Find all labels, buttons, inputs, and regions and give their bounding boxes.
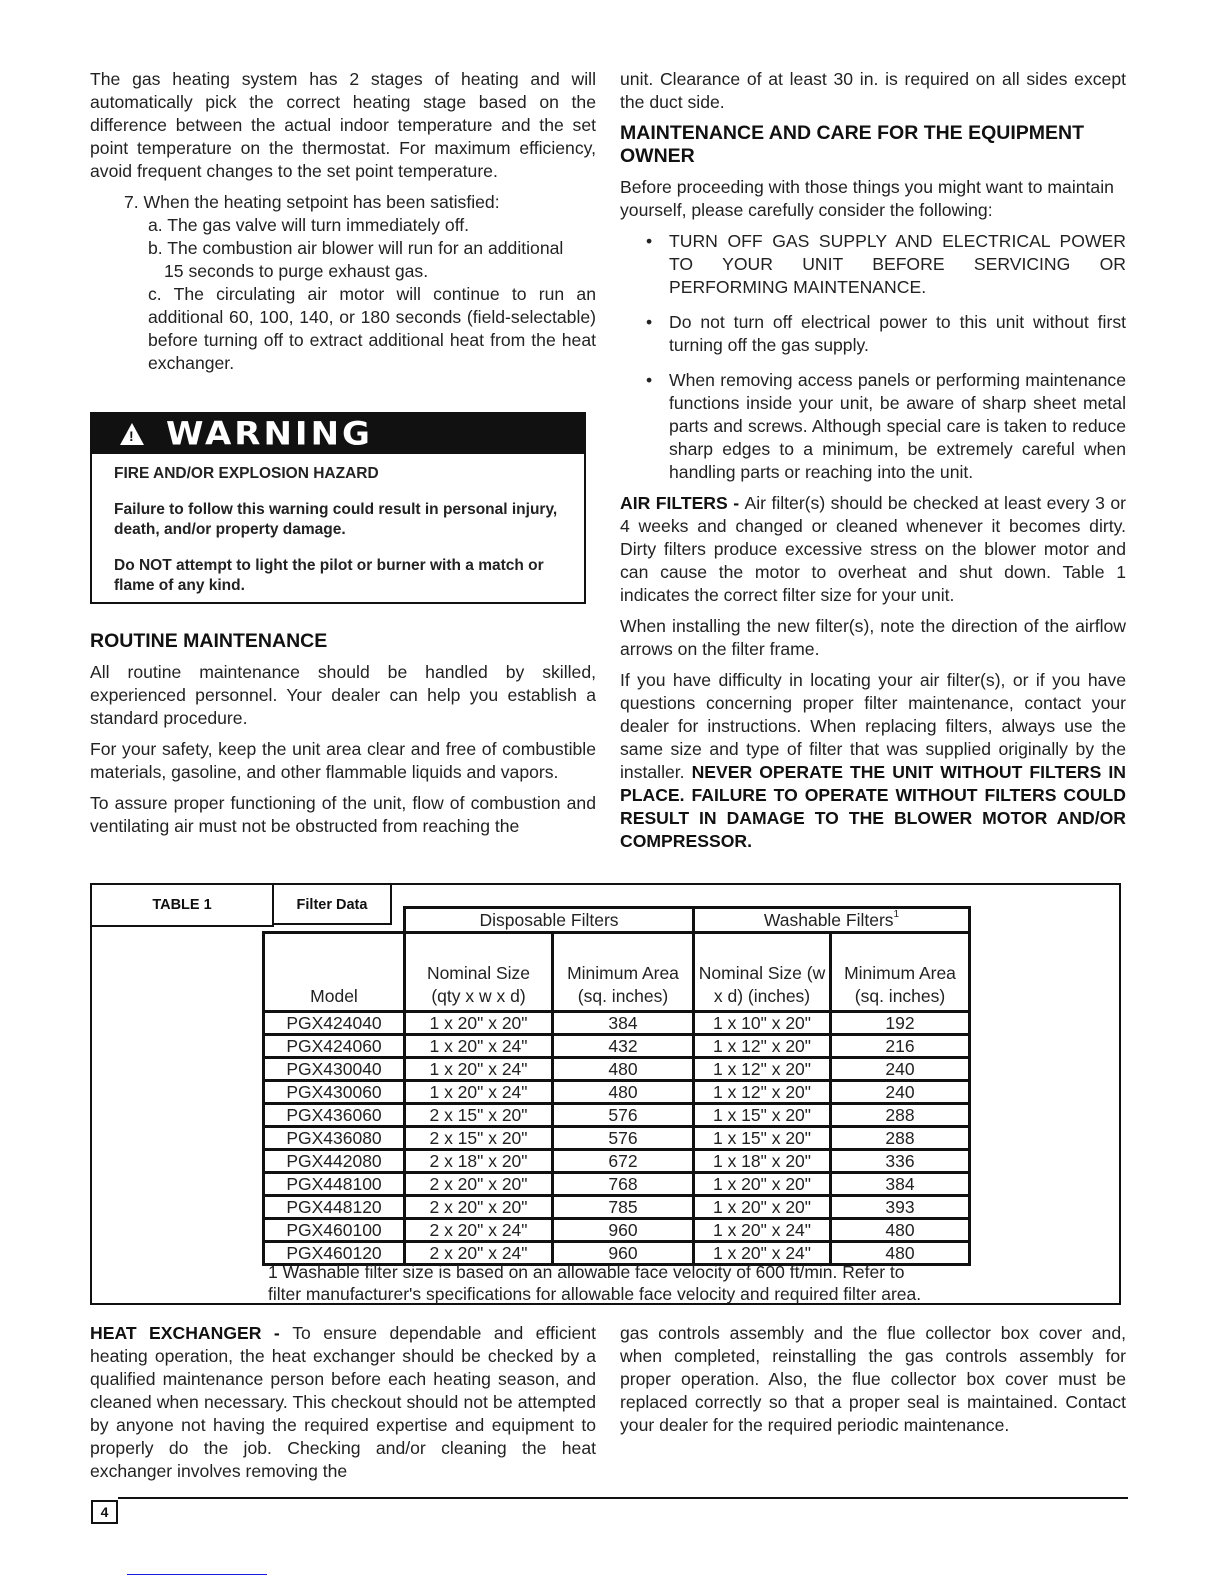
group-disposable-filters: Disposable Filters	[405, 908, 694, 933]
cell-disposable-size: 1 x 20" x 20"	[405, 1012, 553, 1035]
bullet-electrical-power: • Do not turn off electrical power to this unit without first turning off the gas supply.	[620, 311, 1126, 357]
heat-exchanger-continued: gas controls assembly and the flue collector box cover and, when completed, reinstalling the gas controls assembly for proper operation. Also, the flue collector box cover must be replaced correctly so that a proper seal is maintained. Contact your dealer for the required periodic maintenance.	[620, 1323, 1126, 1435]
table-row	[264, 1173, 970, 1196]
page-number: 4	[91, 1500, 118, 1524]
cell-disposable-size: 1 x 20" x 24"	[405, 1058, 553, 1081]
table-row	[264, 1058, 970, 1081]
cell-washable-area: 192	[831, 1012, 970, 1035]
right-column-top	[620, 68, 1126, 861]
cell-washable-area: 393	[831, 1196, 970, 1219]
cell-washable-area: 240	[831, 1058, 970, 1081]
cell-washable-area: 240	[831, 1081, 970, 1104]
cell-disposable-area: 384	[553, 1012, 694, 1035]
table-footnote: 1 Washable filter size is based on an allowable face velocity of 600 ft/min. Refer to filter manufacturer's specifications for allowable face velocity and required filter area.	[268, 1262, 922, 1304]
cell-disposable-area: 480	[553, 1058, 694, 1081]
right-column-bottom	[620, 1322, 1126, 1445]
cell-disposable-area: 576	[553, 1127, 694, 1150]
cell-disposable-area: 785	[553, 1196, 694, 1219]
header-disposable-area: Minimum Area (sq. inches)	[553, 933, 694, 1012]
routine-paragraph-3: To assure proper functioning of the unit, flow of combustion and ventilating air must not be obstructed from reaching the	[90, 793, 596, 836]
cell-disposable-area: 480	[553, 1081, 694, 1104]
warning-consequence: Failure to follow this warning could result in personal injury, death, and/or property damage.	[114, 501, 558, 538]
cell-washable-area: 384	[831, 1173, 970, 1196]
table-row	[264, 1196, 970, 1219]
never-operate-warning: NEVER OPERATE THE UNIT WITHOUT FILTERS IN PLACE. FAILURE TO OPERATE WITHOUT FILTERS COULD RESULT IN DAMAGE TO THE BLOWER MOTOR AND/OR COMPRESSOR.	[620, 762, 1126, 851]
cell-disposable-area: 960	[553, 1219, 694, 1242]
cell-washable-size: 1 x 20" x 24"	[694, 1242, 831, 1265]
warning-title: WARNING	[166, 415, 373, 453]
table-row	[264, 1150, 970, 1173]
cell-model: PGX436080	[264, 1127, 405, 1150]
safety-bullets	[620, 230, 1126, 484]
warning-hazard: FIRE AND/OR EXPLOSION HAZARD	[114, 465, 379, 482]
difficulty-text: If you have difficulty in locating your air filter(s), or if you have questions concerning proper filter maintenance, contact your dealer for instructions. When replacing filters, always use the same size and type of filter that was supplied originally by the installer.	[620, 670, 1126, 782]
bullet-turn-off-gas: • TURN OFF GAS SUPPLY AND ELECTRICAL POWER TO YOUR UNIT BEFORE SERVICING OR PERFORMING MAINTENANCE.	[620, 230, 1126, 299]
cell-model: PGX460120	[264, 1242, 405, 1265]
heating-stages-paragraph: The gas heating system has 2 stages of heating and will automatically pick the correct heating stage based on the difference between the actual indoor temperature and the set point temperature on the thermostat. For maximum efficiency, avoid frequent changes to the set point temperature.	[90, 69, 596, 181]
left-column-top	[90, 68, 596, 375]
cell-disposable-size: 2 x 20" x 20"	[405, 1173, 553, 1196]
cell-model: PGX424060	[264, 1035, 405, 1058]
cell-disposable-area: 960	[553, 1242, 694, 1265]
cell-disposable-size: 2 x 20" x 20"	[405, 1196, 553, 1219]
step-7b: b. The combustion air blower will run for an additional	[148, 238, 564, 258]
bullet-access-panels: • When removing access panels or performing maintenance functions inside your unit, be aware of sharp sheet metal parts and screws. Although special care is taken to reduce sharp edges to a minimum, be extremely careful when handling parts or reaching into the unit.	[620, 369, 1126, 484]
routine-paragraph-1: All routine maintenance should be handled by skilled, experienced personnel. Your dealer can help you establish a standard procedure.	[90, 662, 596, 728]
left-column-bottom	[90, 1322, 596, 1491]
warning-triangle-icon: !	[120, 423, 144, 445]
setpoint-steps	[90, 191, 596, 375]
cell-disposable-area: 432	[553, 1035, 694, 1058]
warning-header	[92, 414, 584, 454]
warning-body	[92, 454, 584, 602]
footer-rule	[118, 1497, 1128, 1499]
difficulty-paragraph	[620, 669, 1126, 853]
routine-maintenance-section	[90, 626, 596, 846]
routine-maintenance-heading: ROUTINE MAINTENANCE	[90, 630, 328, 652]
owner-maintenance-heading: MAINTENANCE AND CARE FOR THE EQUIPMENT OWNER	[620, 122, 1085, 167]
table-row	[264, 1219, 970, 1242]
table-row	[264, 1035, 970, 1058]
air-filters-text: Air filter(s) should be checked at least every 3 or 4 weeks and changed or cleaned whenever it becomes dirty. Dirty filters produce excessive stress on the blower motor and can cause the motor to overheat and shut down. Table 1 indicates the correct filter size for your unit.	[620, 493, 1126, 605]
warning-box	[90, 412, 586, 604]
cell-disposable-area: 768	[553, 1173, 694, 1196]
table-row	[264, 1104, 970, 1127]
clearance-paragraph: unit. Clearance of at least 30 in. is required on all sides except the duct side.	[620, 69, 1126, 112]
cell-model: PGX430060	[264, 1081, 405, 1104]
cell-washable-size: 1 x 15" x 20"	[694, 1127, 831, 1150]
table-label-divider	[92, 925, 264, 927]
cell-disposable-size: 2 x 15" x 20"	[405, 1127, 553, 1150]
step-7a: a. The gas valve will turn immediately off.	[148, 215, 470, 235]
header-disposable-size: Nominal Size (qty x w x d)	[405, 933, 553, 1012]
footnote-marker: 1	[893, 909, 900, 920]
cell-model: PGX442080	[264, 1150, 405, 1173]
owner-intro: Before proceeding with those things you might want to maintain yourself, please carefully consider the following:	[620, 177, 1114, 220]
header-washable-area: Minimum Area (sq. inches)	[831, 933, 970, 1012]
heat-exchanger-text: To ensure dependable and efficient heating operation, the heat exchanger should be checked by a qualified maintenance person before each heating season, and cleaned when necessary. This checkout should not be attempted by anyone not having the required expertise and equipment to properly do the job. Checking and/or cleaning the heat exchanger involves removing the	[90, 1323, 596, 1481]
table-row	[264, 1081, 970, 1104]
header-model: Model	[264, 933, 405, 1012]
step-7: 7. When the heating setpoint has been satisfied:	[124, 192, 500, 212]
cell-washable-area: 288	[831, 1104, 970, 1127]
table-row	[264, 1012, 970, 1035]
table-header-row	[264, 933, 970, 1012]
cell-disposable-size: 2 x 18" x 20"	[405, 1150, 553, 1173]
cell-disposable-size: 2 x 20" x 24"	[405, 1242, 553, 1265]
heat-exchanger-label: HEAT EXCHANGER -	[90, 1323, 293, 1343]
link-underline	[127, 1574, 267, 1575]
group-washable-filters: Washable Filters$^1$	[694, 908, 970, 933]
cell-model: PGX448100	[264, 1173, 405, 1196]
filter-data-table	[262, 906, 971, 1266]
cell-washable-area: 480	[831, 1219, 970, 1242]
cell-model: PGX436060	[264, 1104, 405, 1127]
cell-washable-size: 1 x 18" x 20"	[694, 1150, 831, 1173]
cell-model: PGX448120	[264, 1196, 405, 1219]
table-body	[264, 1012, 970, 1265]
cell-disposable-area: 672	[553, 1150, 694, 1173]
cell-disposable-area: 576	[553, 1104, 694, 1127]
cell-washable-size: 1 x 20" x 20"	[694, 1196, 831, 1219]
cell-washable-area: 288	[831, 1127, 970, 1150]
cell-washable-size: 1 x 15" x 20"	[694, 1104, 831, 1127]
cell-washable-size: 1 x 10" x 20"	[694, 1012, 831, 1035]
table-group-row	[264, 908, 970, 933]
heat-exchanger-paragraph	[90, 1322, 596, 1483]
table-row	[264, 1127, 970, 1150]
cell-washable-size: 1 x 20" x 24"	[694, 1219, 831, 1242]
cell-washable-size: 1 x 12" x 20"	[694, 1081, 831, 1104]
cell-washable-area: 336	[831, 1150, 970, 1173]
table-number: TABLE 1	[92, 885, 274, 927]
step-7c: c. The circulating air motor will continue to run an additional 60, 100, 140, or 180 seconds (field-selectable) before turning off to extract additional heat from the heat exchanger.	[148, 284, 596, 373]
cell-model: PGX424040	[264, 1012, 405, 1035]
header-washable-size: Nominal Size (w x d) (inches)	[694, 933, 831, 1012]
install-paragraph: When installing the new filter(s), note the direction of the airflow arrows on the filter frame.	[620, 616, 1126, 659]
cell-washable-size: 1 x 12" x 20"	[694, 1058, 831, 1081]
cell-washable-area: 216	[831, 1035, 970, 1058]
cell-model: PGX460100	[264, 1219, 405, 1242]
cell-model: PGX430040	[264, 1058, 405, 1081]
cell-washable-size: 1 x 12" x 20"	[694, 1035, 831, 1058]
cell-disposable-size: 1 x 20" x 24"	[405, 1081, 553, 1104]
cell-disposable-size: 2 x 20" x 24"	[405, 1219, 553, 1242]
cell-disposable-size: 2 x 15" x 20"	[405, 1104, 553, 1127]
air-filters-paragraph	[620, 492, 1126, 607]
step-7b-continued: 15 seconds to purge exhaust gas.	[164, 261, 429, 281]
cell-washable-area: 480	[831, 1242, 970, 1265]
table-title: Filter Data	[272, 885, 392, 925]
cell-washable-size: 1 x 20" x 20"	[694, 1173, 831, 1196]
warning-instruction: Do NOT attempt to light the pilot or burner with a match or flame of any kind.	[114, 557, 544, 594]
routine-paragraph-2: For your safety, keep the unit area clear and free of combustible materials, gasoline, and other flammable liquids and vapors.	[90, 739, 596, 782]
cell-disposable-size: 1 x 20" x 24"	[405, 1035, 553, 1058]
air-filters-label: AIR FILTERS -	[620, 493, 745, 513]
